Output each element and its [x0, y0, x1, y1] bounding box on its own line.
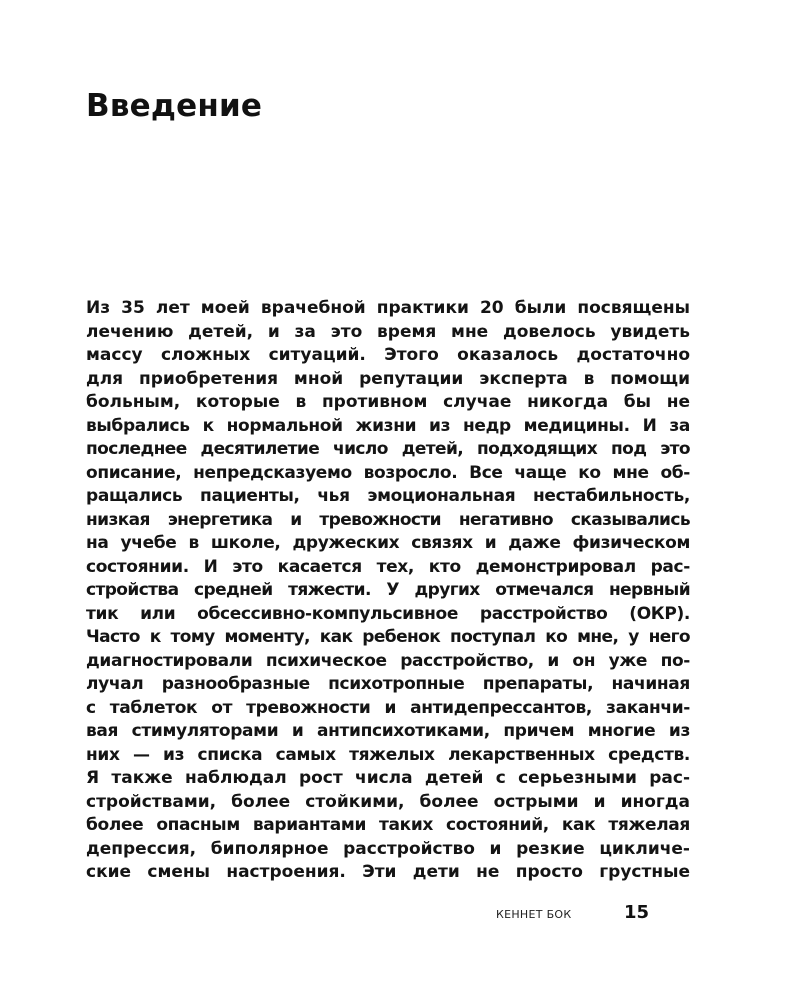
text-line: для приобретения мной репутации эксперта в помощи — [86, 368, 690, 389]
text-line: на учебе в школе, дружеских связях и даже физическом — [86, 533, 690, 553]
text-line: состоянии. И это касается тех, кто демонстрировал рас- — [86, 556, 690, 577]
text-line: низкая энергетика и тревожности негативно сказывались — [86, 509, 690, 530]
text-line: Часто к тому моменту, как ребенок поступал ко мне, у него — [86, 627, 690, 647]
text-line: стройства средней тяжести. У других отмечался нервный — [86, 580, 690, 600]
text-line: Из 35 лет моей врачебной практики 20 были посвящены — [86, 298, 690, 318]
chapter-title: Введение — [86, 88, 263, 124]
text-line: лучал разнообразные психотропные препараты, начиная — [86, 674, 690, 694]
text-line: депрессия, биполярное расстройство и резкие цикличе- — [86, 838, 690, 859]
text-line: них — из списка самых тяжелых лекарственных средств. — [86, 744, 690, 765]
page-number: 15 — [624, 902, 650, 923]
page-footer — [0, 902, 800, 926]
text-line: выбрались к нормальной жизни из недр медицины. И за — [86, 415, 690, 436]
text-line: диагностировали психическое расстройство, и он уже по- — [86, 650, 690, 671]
text-line: вая стимуляторами и антипсихотиками, причем многие из — [86, 721, 690, 741]
text-line: больным, которые в противном случае никогда бы не — [86, 392, 690, 412]
text-line: стройствами, более стойкими, более острыми и иногда — [86, 791, 690, 812]
body-text — [86, 297, 690, 885]
running-head: КЕННЕТ БОК — [496, 908, 572, 921]
text-line: ращались пациенты, чья эмоциональная нестабильность, — [86, 486, 690, 506]
text-line: с таблеток от тревожности и антидепрессантов, заканчи- — [86, 697, 690, 718]
text-line: тик или обсессивно-компульсивное расстройство (ОКР). — [86, 603, 690, 624]
text-line: лечению детей, и за это время мне довелось увидеть — [86, 321, 690, 342]
text-line: описание, непредсказуемо возросло. Все чаще ко мне об- — [86, 462, 690, 483]
text-line: последнее десятилетие число детей, подходящих под это — [86, 439, 690, 459]
text-line: Я также наблюдал рост числа детей с серьезными рас- — [86, 768, 690, 788]
text-line: массу сложных ситуаций. Этого оказалось достаточно — [86, 345, 690, 365]
text-line: ские смены настроения. Эти дети не просто грустные — [86, 862, 690, 882]
text-line: более опасным вариантами таких состояний, как тяжелая — [86, 815, 690, 835]
